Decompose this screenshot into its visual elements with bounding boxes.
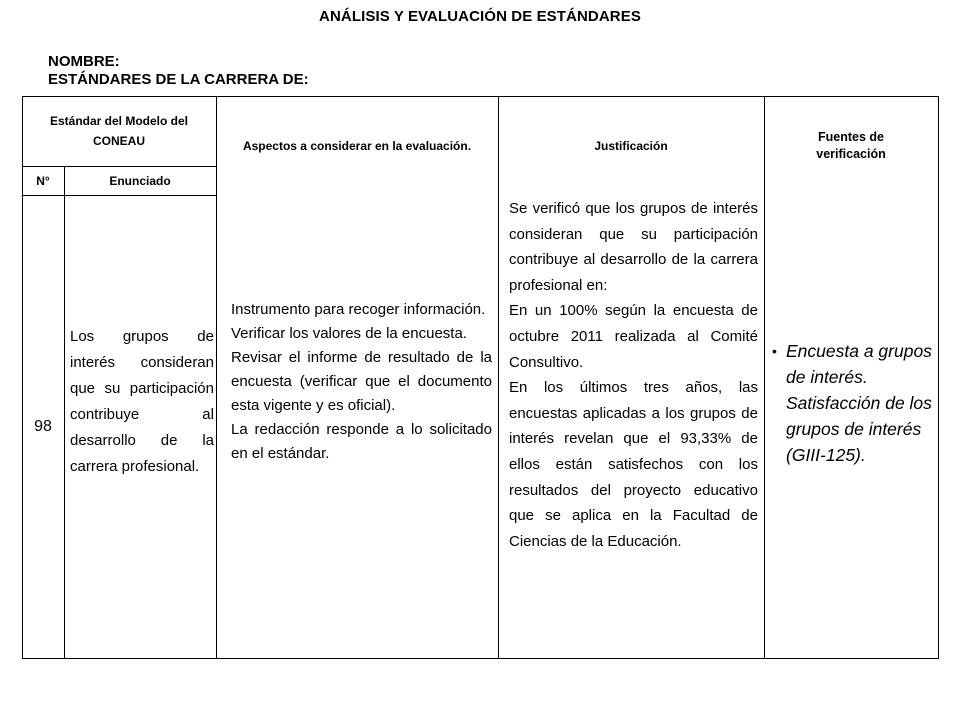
aspect-item: La redacción responde a lo solicitado en el estándar. bbox=[231, 421, 492, 462]
header-aspects: Aspectos a considerar en la evaluación. bbox=[242, 138, 472, 153]
bullet-icon: • bbox=[772, 343, 777, 359]
career-label: ESTÁNDARES DE LA CARRERA DE: bbox=[48, 71, 309, 88]
header-number: N° bbox=[36, 173, 50, 188]
justification-paragraph: En los últimos tres años, las encuestas aplicadas a los grupos de interés revelan que el 93,33% de ellos están satisfechos con los resultados del proyecto educativo que se aplica en la Facultad de Ciencias de la Educación. bbox=[509, 379, 758, 550]
header-statement: Enunciado bbox=[109, 173, 171, 188]
document-title: ANÁLISIS Y EVALUACIÓN DE ESTÁNDARES bbox=[319, 8, 641, 25]
aspect-item: Verificar los valores de la encuesta. bbox=[231, 325, 467, 342]
row-sources bbox=[772, 338, 936, 468]
justification-paragraph: Se verificó que los grupos de interés consideran que su participación contribuye al desarrollo de la carrera profesional en: bbox=[509, 200, 758, 294]
header-justification: Justificación bbox=[594, 138, 668, 153]
statement-col-rule bbox=[216, 96, 217, 659]
row-statement: Los grupos de interés consideran que su participación contribuye al desarrollo de la carrera profesional. bbox=[70, 328, 214, 475]
row-number: 98 bbox=[34, 418, 52, 435]
name-label: NOMBRE: bbox=[48, 53, 120, 70]
header-sources: Fuentes de verificación bbox=[816, 129, 886, 161]
source-item: Encuesta a grupos de interés. Satisfacción de los grupos de interés (GIII-125). bbox=[786, 341, 932, 465]
table-right-border bbox=[938, 96, 939, 659]
justification-paragraph: En un 100% según la encuesta de octubre 2011 realizada al Comité Consultivo. bbox=[509, 302, 758, 371]
aspect-item: Instrumento para recoger información. bbox=[231, 301, 486, 318]
table-bottom-border bbox=[22, 658, 939, 659]
row-justification bbox=[509, 196, 758, 554]
number-col-rule bbox=[64, 166, 65, 659]
aspect-item: Revisar el informe de resultado de la encuesta (verificar que el documento esta vigente y es oficial). bbox=[231, 349, 492, 414]
row-aspects bbox=[231, 298, 492, 466]
header-standard-group: Estándar del Modelo del CONEAU bbox=[49, 114, 189, 148]
